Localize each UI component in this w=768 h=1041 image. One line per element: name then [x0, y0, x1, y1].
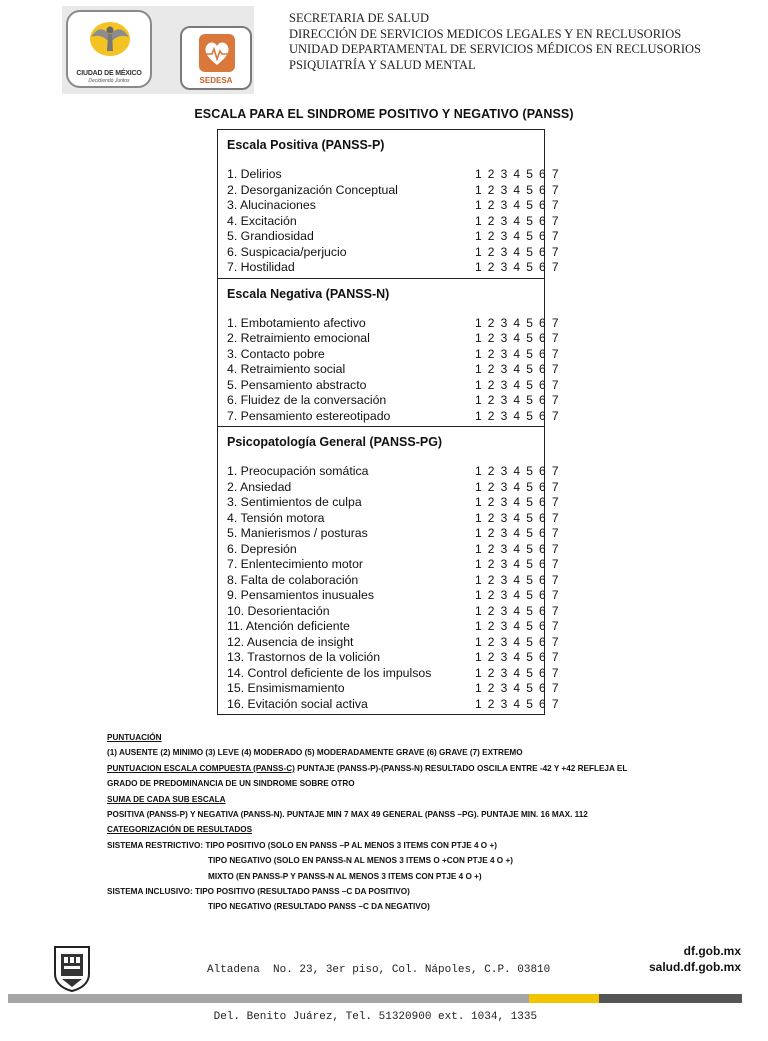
scale-item-values: 1 2 3 4 5 6 7 [475, 479, 560, 494]
header-line: PSIQUIATRÍA Y SALUD MENTAL [289, 57, 476, 72]
scale-item-values: 1 2 3 4 5 6 7 [475, 393, 560, 407]
footer-emblem-icon [52, 944, 92, 997]
header-line: UNIDAD DEPARTAMENTAL DE SERVICIOS MÉDICOS EN RECLUSORIOS [289, 42, 702, 56]
scale-item-values: 1 2 3 4 5 6 7 [475, 696, 560, 711]
scale-item-label: 4. Tensión motora [227, 510, 325, 525]
cdmx-logo-slogan: Decidiendo Juntos [88, 78, 130, 84]
scale-item-row [227, 681, 560, 697]
scale-item-row [227, 696, 560, 713]
scale-item-label: 12. Ausencia de insight [227, 634, 354, 649]
scale-item-row [227, 495, 560, 511]
scale-item-values: 1 2 3 4 5 6 7 [475, 572, 560, 587]
scale-item-row [227, 167, 560, 183]
scale-item-values: 1 2 3 4 5 6 7 [475, 495, 560, 509]
compuesta-heading: PUNTUACION ESCALA COMPUESTA (PANSS-C) [107, 763, 295, 773]
scale-item-label: 2. Desorganización Conceptual [227, 182, 398, 197]
scale-item-label: 7. Pensamiento estereotipado [227, 408, 391, 423]
scale-item-label: 4. Excitación [227, 213, 297, 228]
header-institution-text [289, 11, 701, 73]
scale-item-values: 1 2 3 4 5 6 7 [475, 526, 560, 540]
scale-item-row [227, 393, 560, 409]
footer-link-df[interactable]: df.gob.mx [683, 944, 741, 958]
section-title: Psicopatología General (PANSS-PG) [227, 435, 443, 449]
footer-bar-gray-segment [8, 994, 529, 1003]
scale-item-values: 1 2 3 4 5 6 7 [475, 510, 560, 525]
scale-item-values: 1 2 3 4 5 6 7 [475, 198, 560, 212]
suma-heading: SUMA DE CADA SUB ESCALA [107, 794, 226, 804]
restrictivo-line-3: MIXTO (EN PANSS-P Y PANSS-N AL MENOS 3 ITEMS CON PTJE 4 O +) [208, 871, 482, 881]
cdmx-logo-text: CIUDAD DE MÉXICO [76, 70, 142, 77]
scale-item-values: 1 2 3 4 5 6 7 [475, 315, 560, 330]
scale-item-values: 1 2 3 4 5 6 7 [475, 650, 560, 664]
scale-item-row [227, 634, 560, 651]
scale-item-row [227, 362, 560, 378]
scale-item-values: 1 2 3 4 5 6 7 [475, 557, 560, 571]
scale-item-values: 1 2 3 4 5 6 7 [475, 260, 560, 274]
scale-item-row [227, 541, 560, 558]
scale-item-row [227, 315, 560, 332]
footer-color-bar [8, 994, 742, 1003]
scale-item-values: 1 2 3 4 5 6 7 [475, 588, 560, 602]
puntuacion-text: (1) AUSENTE (2) MINIMO (3) LEVE (4) MODERADO (5) MODERADAMENTE GRAVE (6) GRAVE (7) EXTREMO [107, 748, 523, 758]
puntuacion-heading: PUNTUACIÓN [107, 733, 162, 742]
scale-item-row [227, 244, 560, 261]
scale-item-label: 4. Retraimiento social [227, 362, 346, 376]
restrictivo-line-1: SISTEMA RESTRICTIVO: TIPO POSITIVO (SOLO EN PANSS –P AL MENOS 3 ITEMS CON PTJE 4 O +) [107, 840, 497, 850]
angel-emblem-icon [85, 17, 135, 61]
scale-item-label: 5. Grandiosidad [227, 229, 314, 243]
scale-item-label: 1. Embotamiento afectivo [227, 315, 366, 330]
scale-item-row [227, 572, 560, 589]
scale-item-label: 10. Desorientación [227, 603, 330, 618]
section-title: Escala Negativa (PANSS-N) [227, 286, 390, 301]
sedesa-logo [180, 26, 252, 90]
scale-item-values: 1 2 3 4 5 6 7 [475, 167, 560, 181]
footer-bar-yellow-segment [529, 994, 599, 1003]
scale-item-label: 2. Ansiedad [227, 479, 292, 494]
scale-item-row [227, 464, 560, 480]
scale-item-label: 5. Manierismos / posturas [227, 526, 368, 540]
scale-item-row [227, 526, 560, 542]
scale-item-label: 6. Suspicacia/perjucio [227, 244, 347, 259]
scale-item-row [227, 213, 560, 230]
scale-item-row [227, 408, 560, 425]
scale-item-values: 1 2 3 4 5 6 7 [475, 362, 560, 376]
scale-item-values: 1 2 3 4 5 6 7 [475, 213, 560, 228]
scale-item-values: 1 2 3 4 5 6 7 [475, 331, 560, 345]
scale-item-values: 1 2 3 4 5 6 7 [475, 182, 560, 197]
scale-item-row [227, 619, 560, 635]
categorizacion-heading: CATEGORIZACIÓN DE RESULTADOS [107, 825, 253, 835]
scale-item-label: 8. Falta de colaboración [227, 572, 359, 587]
scale-item-values: 1 2 3 4 5 6 7 [475, 346, 560, 361]
scale-item-values: 1 2 3 4 5 6 7 [475, 541, 560, 556]
scale-item-row [227, 182, 560, 199]
scale-item-row [227, 588, 560, 604]
footer-address-line: Del. Benito Juárez, Tel. 51320900 ext. 1034, 1335 [207, 1010, 538, 1023]
footer-links [649, 943, 741, 975]
scale-item-label: 5. Pensamiento abstracto [227, 377, 367, 392]
scale-item-row [227, 377, 560, 394]
section-title: Escala Positiva (PANSS-P) [227, 138, 385, 152]
scale-item-label: 7. Enlentecimiento motor [227, 557, 364, 571]
scale-item-label: 15. Ensimismamiento [227, 681, 345, 695]
scale-item-row [227, 665, 560, 682]
header-logos [62, 6, 254, 94]
header-line: DIRECCIÓN DE SERVICIOS MEDICOS LEGALES Y EN RECLUSORIOS [289, 26, 682, 41]
scale-item-row [227, 603, 560, 620]
inclusivo-line-2: TIPO NEGATIVO (RESULTADO PANSS –C DA NEGATIVO) [208, 902, 430, 912]
document-title: ESCALA PARA EL SINDROME POSITIVO Y NEGATIVO (PANSS) [194, 107, 574, 121]
scale-item-row [227, 198, 560, 214]
scale-item-label: 6. Depresión [227, 541, 297, 556]
scale-item-label: 16. Evitación social activa [227, 696, 368, 711]
scale-item-row [227, 346, 560, 363]
inclusivo-line-1: SISTEMA INCLUSIVO: TIPO POSITIVO (RESULTADO PANSS –C DA POSITIVO) [107, 887, 410, 897]
scale-item-row [227, 260, 560, 276]
scale-item-label: 2. Retraimiento emocional [227, 331, 370, 345]
header-line: SECRETARIA DE SALUD [289, 11, 429, 25]
scale-item-values: 1 2 3 4 5 6 7 [475, 603, 560, 618]
scale-item-values: 1 2 3 4 5 6 7 [475, 681, 560, 695]
scale-item-label: 14. Control deficiente de los impulsos [227, 665, 432, 680]
scale-item-label: 3. Alucinaciones [227, 198, 316, 212]
scale-item-label: 3. Sentimientos de culpa [227, 495, 362, 509]
scale-item-values: 1 2 3 4 5 6 7 [475, 619, 560, 633]
scale-item-row [227, 229, 560, 245]
footer-link-salud[interactable]: salud.df.gob.mx [648, 960, 741, 974]
scale-item-label: 6. Fluidez de la conversación [227, 393, 387, 407]
scale-item-values: 1 2 3 4 5 6 7 [475, 408, 560, 423]
compuesta-line [107, 761, 727, 776]
scale-item-label: 9. Pensamientos inusuales [227, 588, 374, 602]
scale-item-label: 1. Delirios [227, 167, 282, 181]
cdmx-logo [66, 10, 152, 88]
heart-pulse-icon [197, 32, 237, 76]
suma-text: POSITIVA (PANSS-P) Y NEGATIVA (PANSS-N). PUNTAJE MIN 7 MAX 49 GENERAL (PANSS –PG). PUNTAJE MIN. 16 MAX. 112 [107, 810, 588, 820]
scale-item-values: 1 2 3 4 5 6 7 [475, 634, 560, 649]
scale-item-row [227, 510, 560, 527]
scale-item-label: 11. Atención deficiente [227, 619, 350, 633]
scale-item-row [227, 331, 560, 347]
footer-bar-dark-segment [599, 994, 742, 1003]
sedesa-logo-text: SEDESA [199, 76, 233, 85]
compuesta-text: PUNTAJE (PANSS-P)-(PANSS-N) RESULTADO OSCILA ENTRE -42 Y +42 REFLEJA EL [294, 763, 628, 773]
scale-item-values: 1 2 3 4 5 6 7 [475, 464, 560, 478]
scale-item-values: 1 2 3 4 5 6 7 [475, 229, 560, 243]
scale-section [218, 427, 560, 714]
scale-item-values: 1 2 3 4 5 6 7 [475, 377, 560, 392]
scale-section [218, 130, 560, 279]
footer-address [207, 932, 550, 1041]
scoring-notes [107, 730, 727, 915]
scale-item-values: 1 2 3 4 5 6 7 [475, 665, 560, 680]
scale-item-values: 1 2 3 4 5 6 7 [475, 244, 560, 259]
scale-item-label: 13. Trastornos de la volición [227, 650, 381, 664]
restrictivo-line-2: TIPO NEGATIVO (SOLO EN PANSS-N AL MENOS 3 ITEMS O +CON PTJE 4 O +) [208, 856, 513, 866]
scale-item-row [227, 557, 560, 573]
footer-address-line: Altadena No. 23, 3er piso, Col. Nápoles, C.P. 03810 [207, 964, 551, 976]
scale-section [218, 279, 560, 428]
scale-item-row [227, 650, 560, 666]
panss-scale-table [217, 129, 560, 715]
scale-item-label: 7. Hostilidad [227, 260, 295, 274]
compuesta-text-2: GRADO DE PREDOMINANCIA DE UN SINDROME SOBRE OTRO [107, 779, 355, 789]
scale-item-row [227, 479, 560, 496]
scale-item-label: 3. Contacto pobre [227, 346, 325, 361]
scale-item-label: 1. Preocupación somática [227, 464, 369, 478]
